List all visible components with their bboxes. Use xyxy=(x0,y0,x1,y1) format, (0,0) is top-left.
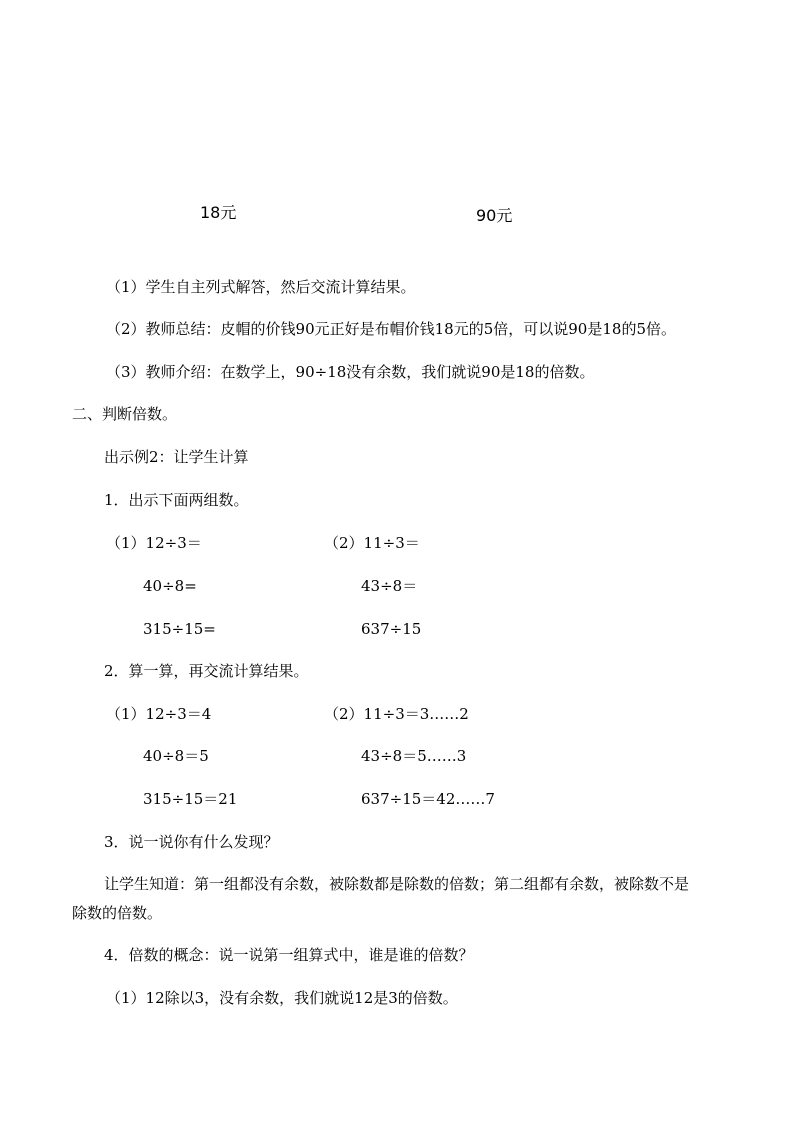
group1-expr-1: （1）12÷3＝ xyxy=(106,534,202,552)
item-1-label: 1．出示下面两组数。 xyxy=(104,491,249,509)
group2-result-3: 637÷15＝42……7 xyxy=(361,790,495,808)
step-1-text: （1）学生自主列式解答，然后交流计算结果。 xyxy=(106,278,416,296)
price-label-18: 18元 xyxy=(200,203,237,222)
item-2-label: 2．算一算，再交流计算结果。 xyxy=(104,662,309,680)
group2-expr-3: 637÷15 xyxy=(361,620,422,638)
item-3-text-line-1: 让学生知道：第一组都没有余数，被除数都是除数的倍数；第二组都有余数，被除数不是 xyxy=(104,875,690,893)
group1-result-1: （1）12÷3＝4 xyxy=(106,705,212,723)
group1-result-2: 40÷8＝5 xyxy=(143,747,209,765)
item-3-label: 3．说一说你有什么发现？ xyxy=(104,833,279,851)
step-2-text: （2）教师总结：皮帽的价钱90元正好是布帽价钱18元的5倍，可以说90是18的5倍。 xyxy=(106,320,676,338)
group1-expr-3: 315÷15= xyxy=(143,620,216,638)
group2-result-2: 43÷8＝5……3 xyxy=(361,747,467,765)
group2-expr-2: 43÷8＝ xyxy=(361,577,418,595)
item-3-text-line-2: 除数的倍数。 xyxy=(72,904,163,922)
group1-result-3: 315÷15＝21 xyxy=(143,790,238,808)
item-4-text: （1）12除以3，没有余数，我们就说12是3的倍数。 xyxy=(106,989,458,1007)
price-label-90: 90元 xyxy=(476,206,513,225)
item-4-label: 4．倍数的概念：说一说第一组算式中，谁是谁的倍数？ xyxy=(104,946,474,964)
example-intro: 出示例2：让学生计算 xyxy=(104,448,249,466)
group2-expr-1: （2）11÷3＝ xyxy=(324,534,420,552)
group1-expr-2: 40÷8= xyxy=(143,577,197,595)
section-2-heading: 二、判断倍数。 xyxy=(72,405,178,423)
group2-result-1: （2）11÷3＝3……2 xyxy=(324,705,469,723)
step-3-text: （3）教师介绍：在数学上，90÷18没有余数，我们就说90是18的倍数。 xyxy=(106,363,595,381)
